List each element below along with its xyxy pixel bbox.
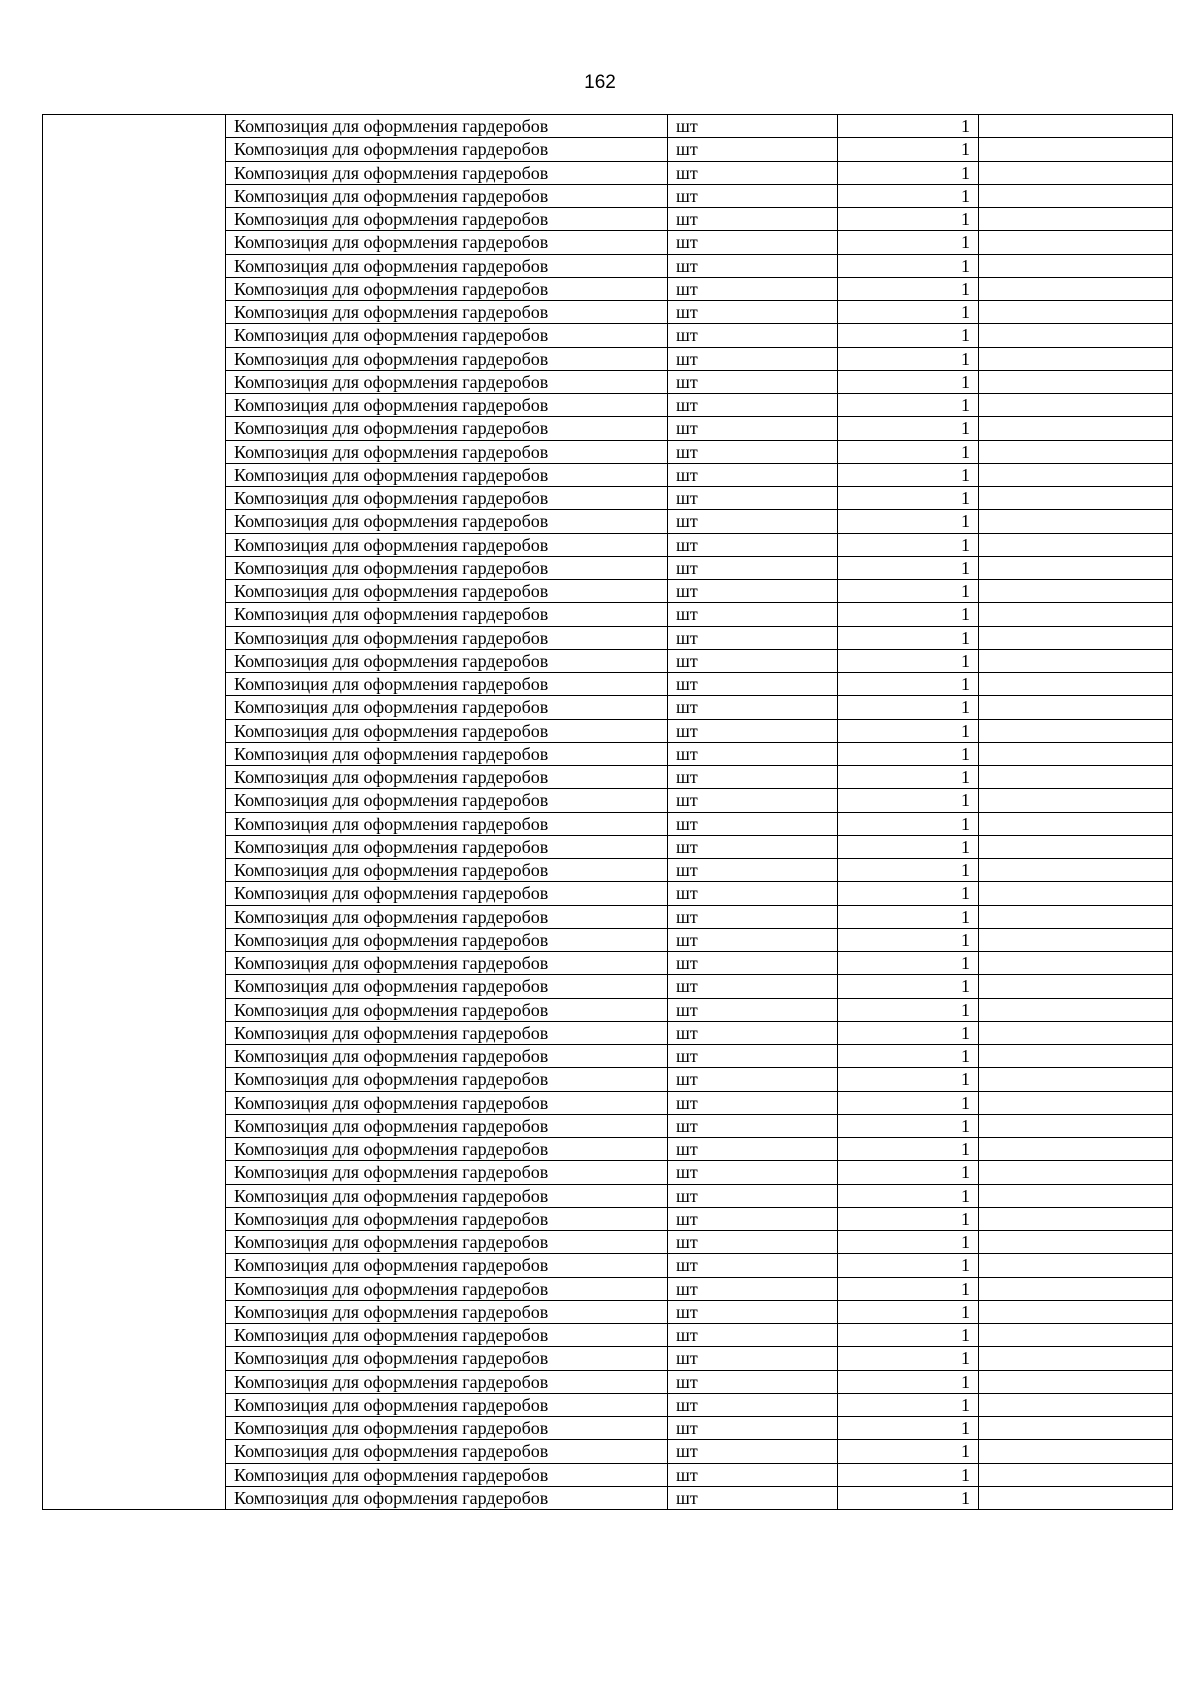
unit-cell: шт [668,1068,838,1091]
item-name-cell: Композиция для оформления гардеробов [226,1370,668,1393]
quantity-cell: 1 [838,696,979,719]
unit-cell: шт [668,1045,838,1068]
notes-cell [979,719,1173,742]
unit-cell: шт [668,394,838,417]
unit-cell: шт [668,1324,838,1347]
unit-cell: шт [668,998,838,1021]
unit-cell: шт [668,231,838,254]
quantity-cell: 1 [838,324,979,347]
item-name-cell: Композиция для оформления гардеробов [226,301,668,324]
unit-cell: шт [668,1207,838,1230]
item-name-cell: Композиция для оформления гардеробов [226,1324,668,1347]
item-name-cell: Композиция для оформления гардеробов [226,859,668,882]
item-name-cell: Композиция для оформления гардеробов [226,394,668,417]
item-name-cell: Композиция для оформления гардеробов [226,1393,668,1416]
item-name-cell: Композиция для оформления гардеробов [226,556,668,579]
notes-cell [979,696,1173,719]
unit-cell: шт [668,928,838,951]
notes-cell [979,394,1173,417]
unit-cell: шт [668,254,838,277]
quantity-cell: 1 [838,742,979,765]
unit-cell: шт [668,742,838,765]
quantity-cell: 1 [838,254,979,277]
notes-cell [979,301,1173,324]
notes-cell [979,1463,1173,1486]
quantity-cell: 1 [838,1091,979,1114]
notes-cell [979,649,1173,672]
notes-cell [979,1277,1173,1300]
notes-cell [979,859,1173,882]
notes-cell [979,1161,1173,1184]
unit-cell: шт [668,673,838,696]
unit-cell: шт [668,1486,838,1509]
notes-cell [979,161,1173,184]
item-name-cell: Композиция для оформления гардеробов [226,649,668,672]
unit-cell: шт [668,208,838,231]
quantity-cell: 1 [838,1207,979,1230]
quantity-cell: 1 [838,1231,979,1254]
notes-cell [979,1045,1173,1068]
unit-cell: шт [668,696,838,719]
item-name-cell: Композиция для оформления гардеробов [226,580,668,603]
notes-cell [979,417,1173,440]
notes-cell [979,905,1173,928]
quantity-cell: 1 [838,673,979,696]
item-name-cell: Композиция для оформления гардеробов [226,603,668,626]
unit-cell: шт [668,1254,838,1277]
unit-cell: шт [668,1300,838,1323]
quantity-cell: 1 [838,1184,979,1207]
notes-cell [979,626,1173,649]
notes-cell [979,1393,1173,1416]
notes-cell [979,254,1173,277]
item-name-cell: Композиция для оформления гардеробов [226,975,668,998]
unit-cell: шт [668,1184,838,1207]
unit-cell: шт [668,1440,838,1463]
quantity-cell: 1 [838,394,979,417]
notes-cell [979,975,1173,998]
notes-cell [979,1184,1173,1207]
unit-cell: шт [668,138,838,161]
notes-cell [979,1300,1173,1323]
quantity-cell: 1 [838,626,979,649]
item-name-cell: Композиция для оформления гардеробов [226,998,668,1021]
item-name-cell: Композиция для оформления гардеробов [226,370,668,393]
quantity-cell: 1 [838,533,979,556]
notes-cell [979,1091,1173,1114]
quantity-cell: 1 [838,1045,979,1068]
quantity-cell: 1 [838,1393,979,1416]
item-name-cell: Композиция для оформления гардеробов [226,626,668,649]
item-name-cell: Композиция для оформления гардеробов [226,1021,668,1044]
notes-cell [979,882,1173,905]
item-name-cell: Композиция для оформления гардеробов [226,463,668,486]
notes-cell [979,673,1173,696]
quantity-cell: 1 [838,138,979,161]
notes-cell [979,184,1173,207]
quantity-cell: 1 [838,231,979,254]
notes-cell [979,928,1173,951]
unit-cell: шт [668,115,838,138]
item-name-cell: Композиция для оформления гардеробов [226,1138,668,1161]
notes-cell [979,1417,1173,1440]
table-row [43,115,1173,138]
quantity-cell: 1 [838,1417,979,1440]
notes-cell [979,580,1173,603]
item-name-cell: Композиция для оформления гардеробов [226,1347,668,1370]
quantity-cell: 1 [838,1486,979,1509]
quantity-cell: 1 [838,1440,979,1463]
quantity-cell: 1 [838,1021,979,1044]
quantity-cell: 1 [838,1324,979,1347]
notes-cell [979,742,1173,765]
item-name-cell: Композиция для оформления гардеробов [226,324,668,347]
notes-cell [979,277,1173,300]
notes-cell [979,370,1173,393]
item-name-cell: Композиция для оформления гардеробов [226,231,668,254]
unit-cell: шт [668,603,838,626]
quantity-cell: 1 [838,1138,979,1161]
unit-cell: шт [668,882,838,905]
item-name-cell: Композиция для оформления гардеробов [226,905,668,928]
notes-cell [979,463,1173,486]
quantity-cell: 1 [838,719,979,742]
quantity-cell: 1 [838,1161,979,1184]
item-name-cell: Композиция для оформления гардеробов [226,533,668,556]
item-name-cell: Композиция для оформления гардеробов [226,696,668,719]
unit-cell: шт [668,859,838,882]
unit-cell: шт [668,835,838,858]
item-name-cell: Композиция для оформления гардеробов [226,208,668,231]
unit-cell: шт [668,1370,838,1393]
notes-cell [979,1138,1173,1161]
unit-cell: шт [668,510,838,533]
item-name-cell: Композиция для оформления гардеробов [226,742,668,765]
quantity-cell: 1 [838,161,979,184]
unit-cell: шт [668,1114,838,1137]
unit-cell: шт [668,301,838,324]
quantity-cell: 1 [838,928,979,951]
item-name-cell: Композиция для оформления гардеробов [226,1161,668,1184]
notes-cell [979,231,1173,254]
inventory-table [42,114,1173,1510]
quantity-cell: 1 [838,835,979,858]
notes-cell [979,1254,1173,1277]
item-name-cell: Композиция для оформления гардеробов [226,1184,668,1207]
item-name-cell: Композиция для оформления гардеробов [226,928,668,951]
notes-cell [979,510,1173,533]
unit-cell: шт [668,975,838,998]
notes-cell [979,138,1173,161]
quantity-cell: 1 [838,812,979,835]
quantity-cell: 1 [838,580,979,603]
notes-cell [979,835,1173,858]
item-name-cell: Композиция для оформления гардеробов [226,417,668,440]
quantity-cell: 1 [838,277,979,300]
notes-cell [979,766,1173,789]
notes-cell [979,812,1173,835]
quantity-cell: 1 [838,998,979,1021]
item-name-cell: Композиция для оформления гардеробов [226,882,668,905]
unit-cell: шт [668,440,838,463]
quantity-cell: 1 [838,1114,979,1137]
unit-cell: шт [668,1347,838,1370]
unit-cell: шт [668,1161,838,1184]
unit-cell: шт [668,1138,838,1161]
item-name-cell: Композиция для оформления гардеробов [226,440,668,463]
unit-cell: шт [668,533,838,556]
unit-cell: шт [668,324,838,347]
notes-cell [979,1440,1173,1463]
unit-cell: шт [668,1091,838,1114]
item-name-cell: Композиция для оформления гардеробов [226,1486,668,1509]
item-name-cell: Композиция для оформления гардеробов [226,1231,668,1254]
unit-cell: шт [668,812,838,835]
quantity-cell: 1 [838,859,979,882]
quantity-cell: 1 [838,510,979,533]
quantity-cell: 1 [838,1347,979,1370]
notes-cell [979,347,1173,370]
item-name-cell: Композиция для оформления гардеробов [226,952,668,975]
quantity-cell: 1 [838,556,979,579]
notes-cell [979,1021,1173,1044]
notes-cell [979,1231,1173,1254]
unit-cell: шт [668,1021,838,1044]
item-name-cell: Композиция для оформления гардеробов [226,1114,668,1137]
unit-cell: шт [668,347,838,370]
notes-cell [979,952,1173,975]
notes-cell [979,115,1173,138]
item-name-cell: Композиция для оформления гардеробов [226,835,668,858]
notes-cell [979,1207,1173,1230]
notes-cell [979,1347,1173,1370]
item-name-cell: Композиция для оформления гардеробов [226,161,668,184]
item-name-cell: Композиция для оформления гардеробов [226,277,668,300]
quantity-cell: 1 [838,1277,979,1300]
quantity-cell: 1 [838,952,979,975]
item-name-cell: Композиция для оформления гардеробов [226,1463,668,1486]
quantity-cell: 1 [838,603,979,626]
item-name-cell: Композиция для оформления гардеробов [226,1417,668,1440]
unit-cell: шт [668,556,838,579]
group-cell [43,115,226,1510]
item-name-cell: Композиция для оформления гардеробов [226,1045,668,1068]
unit-cell: шт [668,1393,838,1416]
page-number: 162 [584,72,616,93]
notes-cell [979,324,1173,347]
unit-cell: шт [668,766,838,789]
item-name-cell: Композиция для оформления гардеробов [226,1207,668,1230]
quantity-cell: 1 [838,463,979,486]
unit-cell: шт [668,1417,838,1440]
unit-cell: шт [668,719,838,742]
item-name-cell: Композиция для оформления гардеробов [226,184,668,207]
unit-cell: шт [668,370,838,393]
table-body [43,115,1173,1510]
unit-cell: шт [668,184,838,207]
notes-cell [979,789,1173,812]
quantity-cell: 1 [838,1370,979,1393]
notes-cell [979,1068,1173,1091]
item-name-cell: Композиция для оформления гардеробов [226,487,668,510]
item-name-cell: Композиция для оформления гардеробов [226,510,668,533]
item-name-cell: Композиция для оформления гардеробов [226,115,668,138]
notes-cell [979,487,1173,510]
item-name-cell: Композиция для оформления гардеробов [226,766,668,789]
quantity-cell: 1 [838,975,979,998]
item-name-cell: Композиция для оформления гардеробов [226,1091,668,1114]
quantity-cell: 1 [838,1300,979,1323]
quantity-cell: 1 [838,905,979,928]
notes-cell [979,1370,1173,1393]
quantity-cell: 1 [838,1068,979,1091]
notes-cell [979,440,1173,463]
unit-cell: шт [668,626,838,649]
quantity-cell: 1 [838,487,979,510]
item-name-cell: Композиция для оформления гардеробов [226,138,668,161]
quantity-cell: 1 [838,1463,979,1486]
item-name-cell: Композиция для оформления гардеробов [226,1068,668,1091]
item-name-cell: Композиция для оформления гардеробов [226,719,668,742]
unit-cell: шт [668,1463,838,1486]
unit-cell: шт [668,161,838,184]
notes-cell [979,603,1173,626]
item-name-cell: Композиция для оформления гардеробов [226,1254,668,1277]
quantity-cell: 1 [838,649,979,672]
notes-cell [979,533,1173,556]
quantity-cell: 1 [838,440,979,463]
notes-cell [979,1486,1173,1509]
unit-cell: шт [668,905,838,928]
unit-cell: шт [668,580,838,603]
item-name-cell: Композиция для оформления гардеробов [226,789,668,812]
notes-cell [979,208,1173,231]
quantity-cell: 1 [838,208,979,231]
item-name-cell: Композиция для оформления гардеробов [226,1277,668,1300]
item-name-cell: Композиция для оформления гардеробов [226,347,668,370]
notes-cell [979,998,1173,1021]
unit-cell: шт [668,952,838,975]
quantity-cell: 1 [838,882,979,905]
item-name-cell: Композиция для оформления гардеробов [226,1300,668,1323]
unit-cell: шт [668,463,838,486]
quantity-cell: 1 [838,766,979,789]
unit-cell: шт [668,417,838,440]
unit-cell: шт [668,487,838,510]
quantity-cell: 1 [838,301,979,324]
quantity-cell: 1 [838,1254,979,1277]
quantity-cell: 1 [838,370,979,393]
item-name-cell: Композиция для оформления гардеробов [226,812,668,835]
notes-cell [979,1114,1173,1137]
notes-cell [979,1324,1173,1347]
quantity-cell: 1 [838,417,979,440]
notes-cell [979,556,1173,579]
item-name-cell: Композиция для оформления гардеробов [226,1440,668,1463]
item-name-cell: Композиция для оформления гардеробов [226,673,668,696]
unit-cell: шт [668,649,838,672]
item-name-cell: Композиция для оформления гардеробов [226,254,668,277]
unit-cell: шт [668,789,838,812]
quantity-cell: 1 [838,789,979,812]
quantity-cell: 1 [838,347,979,370]
quantity-cell: 1 [838,184,979,207]
unit-cell: шт [668,277,838,300]
quantity-cell: 1 [838,115,979,138]
unit-cell: шт [668,1231,838,1254]
unit-cell: шт [668,1277,838,1300]
